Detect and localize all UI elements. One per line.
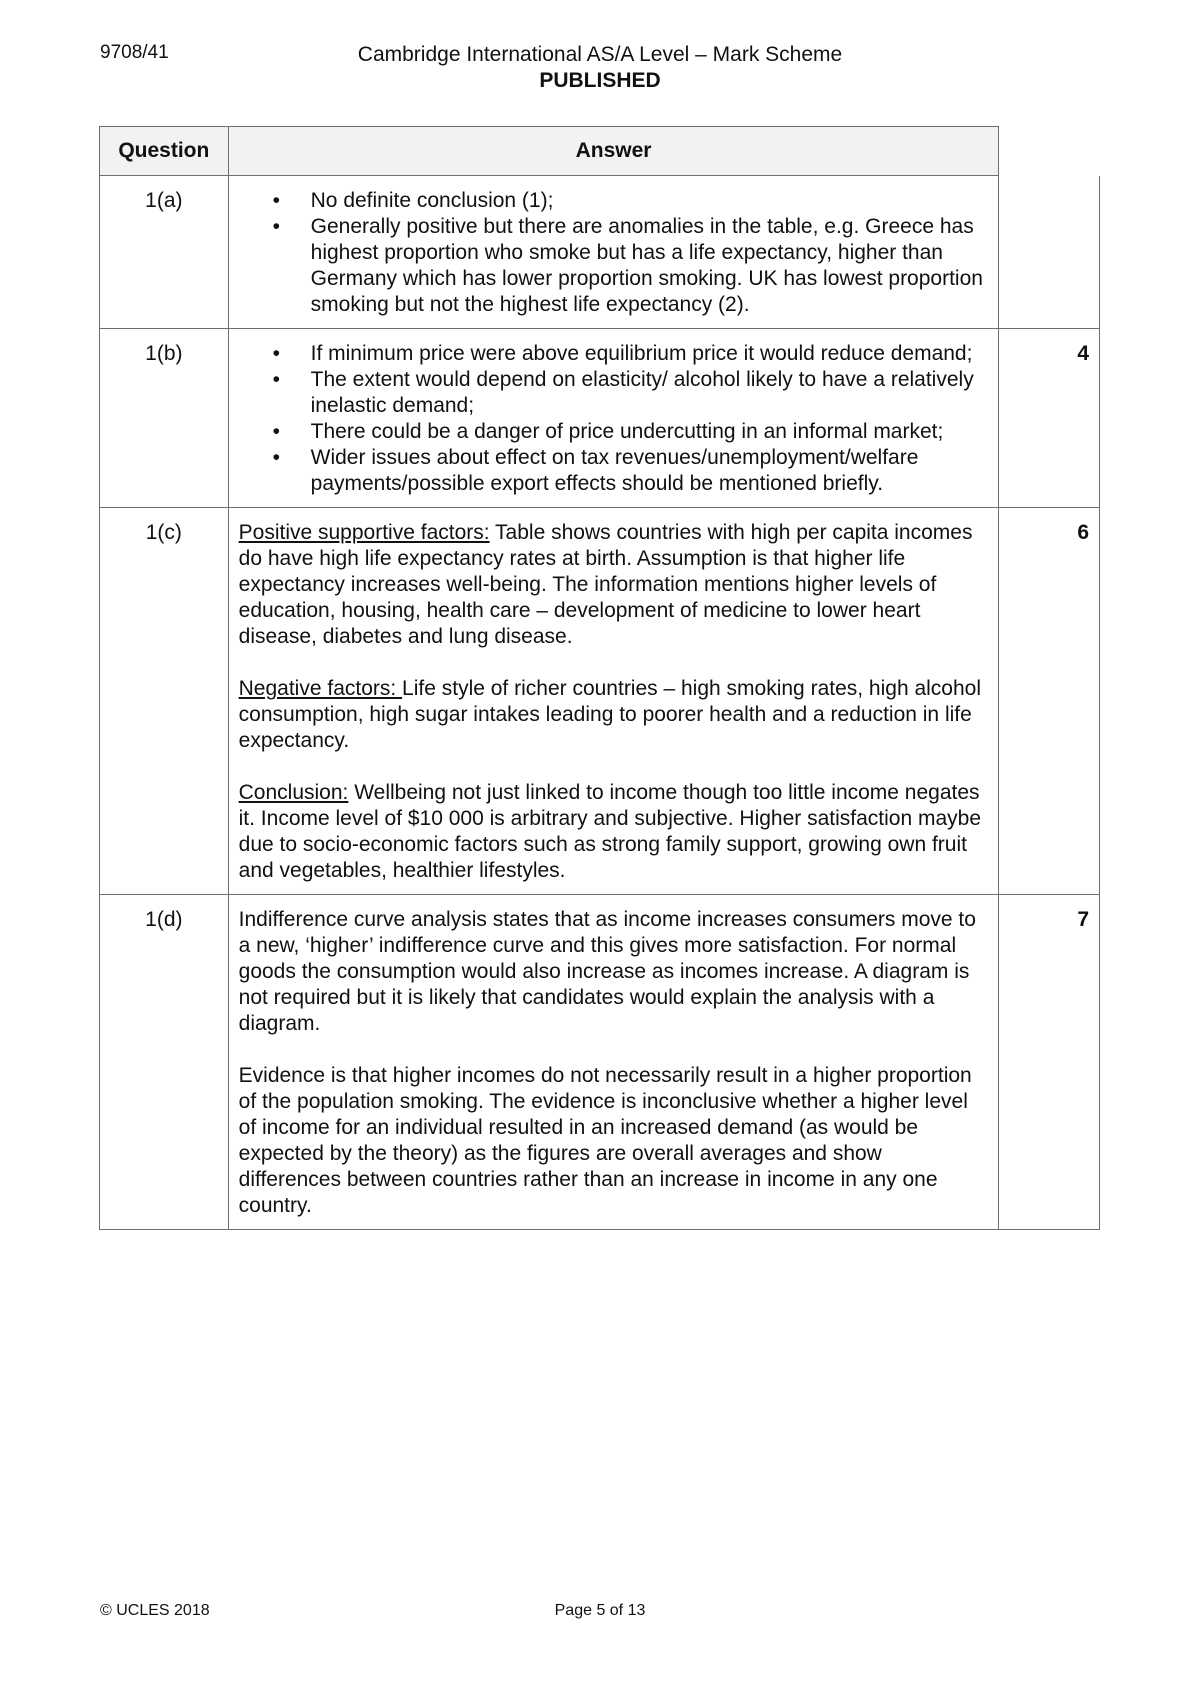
answer-bullet: • Generally positive but there are anomalies in the table, e.g. Greece has highest proportion who smoke but has a life expectancy, higher than Germany which has lower proportion smoking. UK has lowest proportion smoking but not the highest life expectancy (2). [311,214,989,318]
answer-paragraph [239,676,989,754]
answer-bullet-list [239,188,989,318]
answer-bullet: • If minimum price were above equilibrium price it would reduce demand; [311,341,989,367]
answer-paragraph [239,780,989,884]
answer-bullet: • There could be a danger of price undercutting in an informal market; [311,419,989,445]
answer-cell [228,329,999,508]
question-number: 1(c) [100,508,229,895]
answer-paragraph [239,520,989,650]
table-row [100,176,1100,329]
mark-scheme-table [99,126,1100,1230]
paragraph-label: Negative factors: [238,677,403,700]
table-row [100,329,1100,508]
marks-cell [999,176,1100,329]
paragraph-text: Wellbeing not just linked to income though too little income negates it. Income level of $10 000 is arbitrary and subjective. Higher satisfaction maybe due to socio-economic factors such as strong family support, growing own fruit and vegetables, healthier lifestyles. [238,781,982,882]
footer-copyright: © UCLES 2018 [100,1602,210,1619]
paragraph-text: Table shows countries with high per capita incomes do have high life expectancy rates at birth. Assumption is that higher life expectancy increases well-being. The information mentions higher levels of education, housing, health care – development of medicine to lower heart disease, diabetes and lung disease. [238,521,973,648]
column-header-answer: Answer [228,127,999,176]
marks-cell: 6 [999,508,1100,895]
footer-page-number: Page 5 of 13 [554,1602,646,1619]
document-status: PUBLISHED [539,69,661,92]
question-number: 1(d) [100,895,229,1230]
answer-paragraph: Evidence is that higher incomes do not necessarily result in a higher proportion of the population smoking. The evidence is inconclusive whether a higher level of income for an individual resulted in an increased demand (as would be expected by the theory) as the figures are overall averages and show differences between countries rather than an increase in income in any one country. [238,1064,972,1217]
column-header-question: Question [100,127,229,176]
answer-paragraph: Indifference curve analysis states that as income increases consumers move to a new, ‘higher’ indifference curve and this gives more satisfaction. For normal goods the consumption would also increase as incomes increase. A diagram is not required but it is likely that candidates would explain the analysis with a diagram. [238,908,976,1035]
marks-cell: 7 [999,895,1100,1230]
answer-bullet: • Wider issues about effect on tax revenues/unemployment/welfare payments/possible export effects should be mentioned briefly. [311,445,989,497]
answer-cell [228,176,999,329]
column-header-marks [999,127,1100,176]
marks-cell: 4 [999,329,1100,508]
paragraph-label: Conclusion: [238,781,349,804]
question-number: 1(b) [100,329,229,508]
table-row [100,508,1100,895]
document-header [0,42,1190,94]
question-number: 1(a) [100,176,229,329]
table-header-row [100,127,1100,176]
answer-bullet: • No definite conclusion (1); [311,188,989,214]
table-row [100,895,1100,1230]
answer-bullet-list [239,341,989,497]
paragraph-label: Positive supportive factors: [238,521,490,544]
answer-bullet: • The extent would depend on elasticity/ alcohol likely to have a relatively inelastic demand; [311,367,989,419]
answer-cell [228,508,999,895]
answer-cell [228,895,999,1230]
document-title: Cambridge International AS/A Level – Mark Scheme [357,43,843,66]
document-code: 9708/41 [100,42,169,63]
paragraph-text: Life style of richer countries – high smoking rates, high alcohol consumption, high sugar intakes leading to poorer health and a reduction in life expectancy. [238,677,982,752]
